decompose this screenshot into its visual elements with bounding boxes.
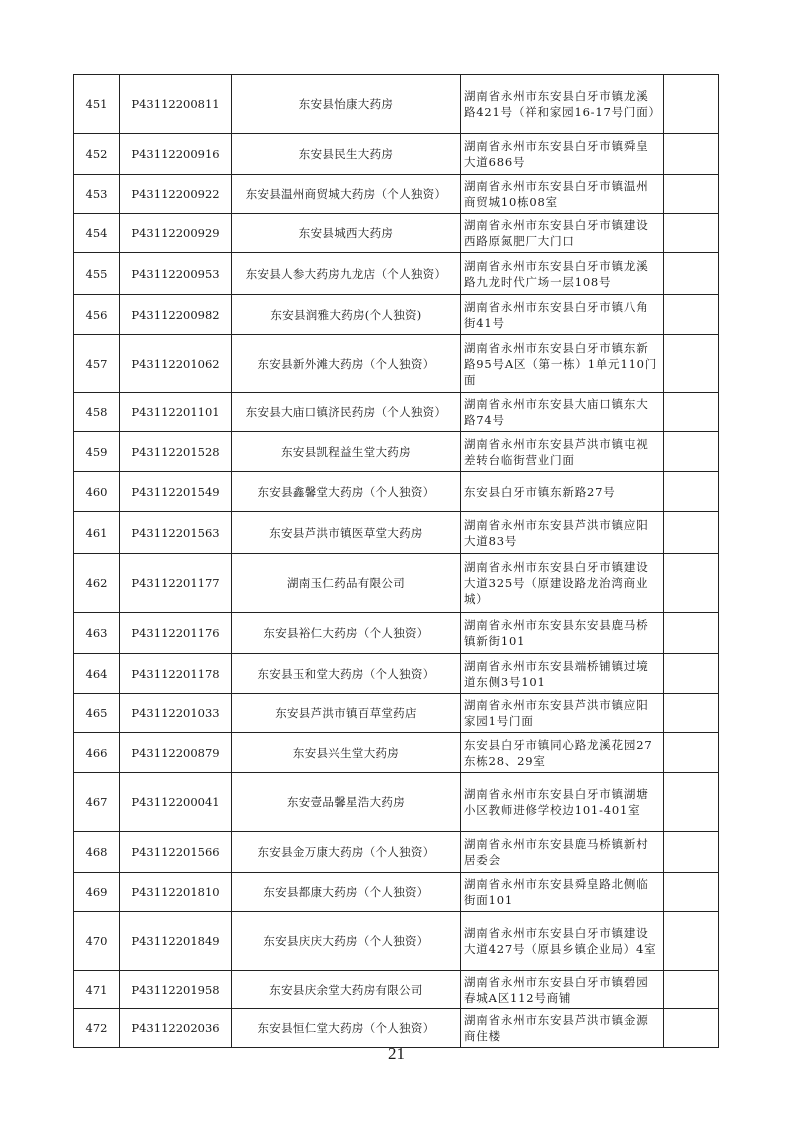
remark-cell — [664, 773, 719, 832]
remark-cell — [664, 75, 719, 134]
pharmacy-address: 湖南省永州市东安县白牙市镇龙溪路九龙时代广场一层108号 — [461, 253, 664, 295]
pharmacy-address: 湖南省永州市东安县东安县鹿马桥镇新街101 — [461, 613, 664, 654]
row-number: 466 — [74, 733, 120, 773]
license-code: P43112200916 — [120, 134, 232, 175]
pharmacy-name: 东安县金万康大药房（个人独资） — [232, 832, 461, 873]
pharmacy-name: 东安县鑫馨堂大药房（个人独资） — [232, 472, 461, 512]
pharmacy-name: 东安县新外滩大药房（个人独资） — [232, 335, 461, 393]
license-code: P43112201101 — [120, 393, 232, 432]
remark-cell — [664, 873, 719, 912]
license-code: P43112200953 — [120, 253, 232, 295]
remark-cell — [664, 733, 719, 773]
table-row — [74, 613, 719, 654]
remark-cell — [664, 971, 719, 1009]
row-number: 459 — [74, 432, 120, 472]
row-number: 463 — [74, 613, 120, 654]
pharmacy-address: 湖南省永州市东安县端桥铺镇过境道东侧3号101 — [461, 654, 664, 694]
license-code: P43112202036 — [120, 1009, 232, 1048]
license-code: P43112200929 — [120, 214, 232, 253]
license-code: P43112201033 — [120, 694, 232, 733]
license-code: P43112201563 — [120, 512, 232, 554]
row-number: 458 — [74, 393, 120, 432]
pharmacy-name: 东安县芦洪市镇医草堂大药房 — [232, 512, 461, 554]
row-number: 457 — [74, 335, 120, 393]
row-number: 452 — [74, 134, 120, 175]
table-row — [74, 654, 719, 694]
pharmacy-address: 湖南省永州市东安县舜皇路北侧临街面101 — [461, 873, 664, 912]
remark-cell — [664, 554, 719, 613]
table-row — [74, 335, 719, 393]
pharmacy-address: 湖南省永州市东安县白牙市镇八角街41号 — [461, 295, 664, 335]
remark-cell — [664, 613, 719, 654]
pharmacy-name: 东安县大庙口镇济民药房（个人独资） — [232, 393, 461, 432]
row-number: 453 — [74, 175, 120, 214]
license-code: P43112201958 — [120, 971, 232, 1009]
table-row — [74, 472, 719, 512]
pharmacy-address: 湖南省永州市东安县芦洪市镇应阳家园1号门面 — [461, 694, 664, 733]
pharmacy-address: 东安县白牙市镇东新路27号 — [461, 472, 664, 512]
pharmacy-address: 湖南省永州市东安县白牙市镇碧园春城A区112号商铺 — [461, 971, 664, 1009]
license-code: P43112201176 — [120, 613, 232, 654]
pharmacy-name: 东安县城西大药房 — [232, 214, 461, 253]
pharmacy-name: 东安县芦洪市镇百草堂药店 — [232, 694, 461, 733]
pharmacy-address: 湖南省永州市东安县白牙市镇建设西路原氮肥厂大门口 — [461, 214, 664, 253]
table-row — [74, 214, 719, 253]
remark-cell — [664, 512, 719, 554]
remark-cell — [664, 134, 719, 175]
remark-cell — [664, 253, 719, 295]
pharmacy-address: 东安县白牙市镇同心路龙溪花园27东栋28、29室 — [461, 733, 664, 773]
remark-cell — [664, 654, 719, 694]
remark-cell — [664, 175, 719, 214]
license-code: P43112200811 — [120, 75, 232, 134]
pharmacy-name: 东安县温州商贸城大药房（个人独资） — [232, 175, 461, 214]
row-number: 456 — [74, 295, 120, 335]
remark-cell — [664, 295, 719, 335]
table-row — [74, 253, 719, 295]
pharmacy-name: 东安县庆庆大药房（个人独资） — [232, 912, 461, 971]
row-number: 465 — [74, 694, 120, 733]
license-code: P43112200922 — [120, 175, 232, 214]
table-row — [74, 773, 719, 832]
pharmacy-name: 东安县润雅大药房(个人独资) — [232, 295, 461, 335]
table-body — [74, 75, 719, 1048]
table-row — [74, 512, 719, 554]
pharmacy-name: 东安县民生大药房 — [232, 134, 461, 175]
license-code: P43112201528 — [120, 432, 232, 472]
pharmacy-name: 东安县恒仁堂大药房（个人独资） — [232, 1009, 461, 1048]
pharmacy-address: 湖南省永州市东安县白牙市镇建设大道427号（原县乡镇企业局）4室 — [461, 912, 664, 971]
remark-cell — [664, 432, 719, 472]
remark-cell — [664, 335, 719, 393]
license-code: P43112201178 — [120, 654, 232, 694]
pharmacy-name: 东安县庆余堂大药房有限公司 — [232, 971, 461, 1009]
pharmacy-address: 湖南省永州市东安县白牙市镇龙溪路421号（祥和家园16-17号门面） — [461, 75, 664, 134]
row-number: 472 — [74, 1009, 120, 1048]
row-number: 454 — [74, 214, 120, 253]
license-code: P43112200982 — [120, 295, 232, 335]
table-row — [74, 733, 719, 773]
row-number: 464 — [74, 654, 120, 694]
table-row — [74, 912, 719, 971]
pharmacy-name: 东安县人参大药房九龙店（个人独资） — [232, 253, 461, 295]
table-row — [74, 393, 719, 432]
pharmacy-name: 东安县裕仁大药房（个人独资） — [232, 613, 461, 654]
table-row — [74, 75, 719, 134]
pharmacy-name: 东安壹品馨星浩大药房 — [232, 773, 461, 832]
row-number: 455 — [74, 253, 120, 295]
remark-cell — [664, 472, 719, 512]
license-code: P43112201062 — [120, 335, 232, 393]
table-row — [74, 1009, 719, 1048]
table-row — [74, 971, 719, 1009]
row-number: 461 — [74, 512, 120, 554]
license-code: P43112201810 — [120, 873, 232, 912]
pharmacy-registry-table — [73, 74, 719, 1048]
pharmacy-address: 湖南省永州市东安县芦洪市镇应阳大道83号 — [461, 512, 664, 554]
license-code: P43112200041 — [120, 773, 232, 832]
license-code: P43112200879 — [120, 733, 232, 773]
remark-cell — [664, 393, 719, 432]
pharmacy-name: 湖南玉仁药品有限公司 — [232, 554, 461, 613]
remark-cell — [664, 214, 719, 253]
pharmacy-name: 东安县玉和堂大药房（个人独资） — [232, 654, 461, 694]
license-code: P43112201566 — [120, 832, 232, 873]
pharmacy-address: 湖南省永州市东安县白牙市镇湖塘小区教师进修学校边101-401室 — [461, 773, 664, 832]
pharmacy-name: 东安县怡康大药房 — [232, 75, 461, 134]
remark-cell — [664, 1009, 719, 1048]
remark-cell — [664, 694, 719, 733]
table-row — [74, 873, 719, 912]
table-row — [74, 554, 719, 613]
table-row — [74, 295, 719, 335]
remark-cell — [664, 832, 719, 873]
row-number: 451 — [74, 75, 120, 134]
pharmacy-address: 湖南省永州市东安县白牙市镇东新路95号A区（第一栋）1单元110门面 — [461, 335, 664, 393]
pharmacy-address: 湖南省永州市东安县鹿马桥镇新村居委会 — [461, 832, 664, 873]
row-number: 462 — [74, 554, 120, 613]
row-number: 471 — [74, 971, 120, 1009]
row-number: 467 — [74, 773, 120, 832]
row-number: 460 — [74, 472, 120, 512]
pharmacy-address: 湖南省永州市东安县白牙市镇温州商贸城10栋08室 — [461, 175, 664, 214]
license-code: P43112201177 — [120, 554, 232, 613]
pharmacy-name: 东安县都康大药房（个人独资） — [232, 873, 461, 912]
pharmacy-address: 湖南省永州市东安县大庙口镇东大路74号 — [461, 393, 664, 432]
license-code: P43112201549 — [120, 472, 232, 512]
row-number: 469 — [74, 873, 120, 912]
pharmacy-address: 湖南省永州市东安县白牙市镇舜皇大道686号 — [461, 134, 664, 175]
pharmacy-name: 东安县兴生堂大药房 — [232, 733, 461, 773]
table-row — [74, 175, 719, 214]
pharmacy-name: 东安县凯程益生堂大药房 — [232, 432, 461, 472]
remark-cell — [664, 912, 719, 971]
page-number: 21 — [388, 1044, 405, 1063]
license-code: P43112201849 — [120, 912, 232, 971]
pharmacy-address: 湖南省永州市东安县白牙市镇建设大道325号（原建设路龙治湾商业城） — [461, 554, 664, 613]
pharmacy-address: 湖南省永州市东安县芦洪市镇金源商住楼 — [461, 1009, 664, 1048]
table-row — [74, 432, 719, 472]
row-number: 468 — [74, 832, 120, 873]
pharmacy-address: 湖南省永州市东安县芦洪市镇屯视差转台临街营业门面 — [461, 432, 664, 472]
table-row — [74, 134, 719, 175]
row-number: 470 — [74, 912, 120, 971]
table-row — [74, 832, 719, 873]
table-row — [74, 694, 719, 733]
